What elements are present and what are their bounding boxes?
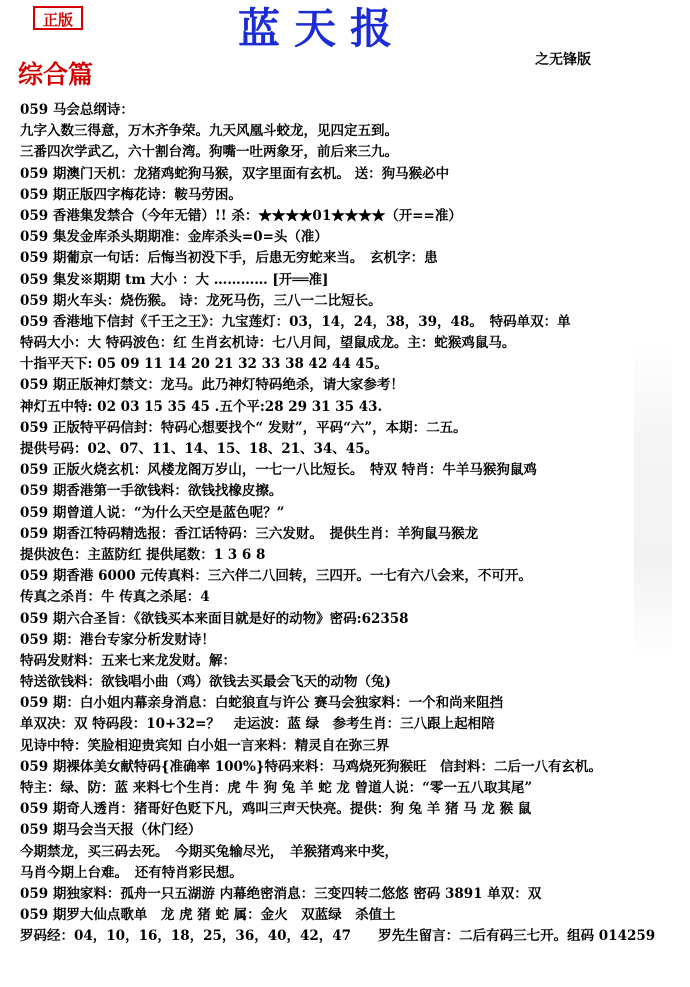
text-line: 罗码经：04，10，16，18，25，36，40，42，47 罗先生留言：二后有码三七开。组码 014259 <box>20 928 656 945</box>
text-line: 059 期曾道人说：“为什么天空是蓝色呢？” <box>20 504 285 521</box>
text-line: 059 期香港第一手欲钱料：欲钱找橡皮擦。 <box>20 483 283 500</box>
text-line: 059 香港集发禁合（今年无错）!! 杀：★★★★01★★★★（开==准） <box>20 207 462 224</box>
text-line: 059 期正版四字梅花诗：鞍马劳困。 <box>20 186 242 203</box>
text-line: 见诗中特：笑脸相迎贵宾知 白小姐一言来料：精灵自在弥三界 <box>20 737 390 754</box>
text-line: 059 期奇人透肖：猪哥好色贬下凡，鸡叫三声天快亮。提供：狗 兔 羊 猪 马 龙 猴 鼠 <box>20 801 532 818</box>
text-line: 059 期罗大仙点歌单 龙 虎 猪 蛇 属：金火 双蓝绿 杀值土 <box>20 907 396 924</box>
text-line: 提供波色：主蓝防红 提供尾数：1 3 6 8 <box>20 546 266 563</box>
text-line: 059 马会总纲诗： <box>20 102 134 118</box>
text-line: 九字入数三得意，万木齐争荣。九天风凰斗蛟龙，见四定五到。 <box>20 123 398 140</box>
text-line: 059 期马会当天报（休门经） <box>20 822 202 839</box>
text-line: 传真之杀肖：牛 传真之杀尾：4 <box>20 589 210 606</box>
text-line: 059 期独家料：孤舟一只五湖游 内幕绝密消息：三变四转二悠悠 密码 3891 单双：双 <box>20 885 542 902</box>
text-line: 059 期：白小姐内幕亲身消息：白蛇狼直与许公 赛马会独家料：一个和尚来阻挡 <box>20 695 504 712</box>
text-line: 059 期澳门天机：龙猪鸡蛇狗马猴，双字里面有玄机。 送：狗马猴必中 <box>20 165 450 182</box>
text-line: 059 期香港 6000 元传真料：三六伴二八回转，三四开。一七有六八会来，不可开。 <box>20 568 532 585</box>
text-line: 特主：绿、防：蓝 来料七个生肖：虎 牛 狗 兔 羊 蛇 龙 曾道人说：“零一五八取其尾” <box>20 780 533 796</box>
text-line: 提供号码：02、07、11、14、15、18、21、34、45。 <box>20 441 379 457</box>
text-line: 059 期六合圣旨：《欲钱买本来面目就是好的动物》密码:62358 <box>20 610 409 627</box>
text-line: 马肖今期上台难。 还有特肖彩民想。 <box>20 864 243 881</box>
text-line: 059 香港地下信封《千王之王》：九宝莲灯：03，14，24，38，39，48。 特码单双：单 <box>20 313 571 330</box>
article-body <box>20 100 682 948</box>
text-line: 神灯五中特: 02 03 15 35 45 .五个平:28 29 31 35 43. <box>20 398 383 415</box>
text-line: 特码大小：大 特码波色：红 生肖玄机诗：七八月间，望鼠成龙。主：蛇猴鸡鼠马。 <box>20 335 516 352</box>
text-line: 特送欲钱料：欲钱唱小曲（鸡）欲钱去买最会飞天的动物（兔) <box>20 674 391 691</box>
text-line: 059 期：港台专家分析发财诗！ <box>20 631 215 648</box>
text-line: 059 期香江特码精选报：香江话特码：三六发财。 提供生肖：羊狗鼠马猴龙 <box>20 525 479 542</box>
newspaper-title: 蓝天报 <box>238 4 407 53</box>
genuine-stamp: 正版 <box>33 6 83 30</box>
text-line: 059 期正版神灯禁文：龙马。此乃神灯特码绝杀，请大家参考！ <box>20 377 404 394</box>
text-line: 十指平天下: 05 09 11 14 20 21 32 33 38 42 44 45。 <box>20 356 388 373</box>
text-line: 三番四次学武乙，六十割台湾。狗嘴一吐两象牙，前后来三九。 <box>20 144 398 161</box>
text-line: 059 期火车头：烧伤猴。 诗：龙死马伤，三八一二比短长。 <box>20 292 382 309</box>
text-line: 059 正版火烧玄机：风楼龙阁万岁山，一七一八比短长。 特双 特肖：牛羊马猴狗鼠鸡 <box>20 462 537 479</box>
text-line: 059 期裸体美女献特码{准确率 100%}特码来料：马鸡烧死狗猴旺 信封料：二后一八有玄机。 <box>20 758 602 775</box>
text-line: 059 期葡京一句话：后悔当初没下手，后患无穷蛇来当。 玄机字：患 <box>20 250 438 267</box>
edition-label: 之无锋版 <box>535 52 591 68</box>
section-heading: 综合篇 <box>18 60 94 89</box>
text-line: 单双决：双 特码段：10+32=？ 走运波：蓝 绿 参考生肖：三八跟上起相陪 <box>20 716 495 733</box>
text-line: 059 集发※期期 tm 大小 ：大 ………… [开══准] <box>20 271 329 288</box>
text-line: 059 正版特平码信封：特码心想要找个“ 发财”，平码“六”，本期：二五。 <box>20 419 467 436</box>
text-line: 今期禁龙，买三码去死。 今期买兔输尽光， 羊猴猪鸡来中奖， <box>20 843 398 860</box>
text-line: 059 集发金库杀头期期准：金库杀头=0=头（准） <box>20 229 328 246</box>
text-line: 特码发财料：五来七来龙发财。解： <box>20 652 236 669</box>
